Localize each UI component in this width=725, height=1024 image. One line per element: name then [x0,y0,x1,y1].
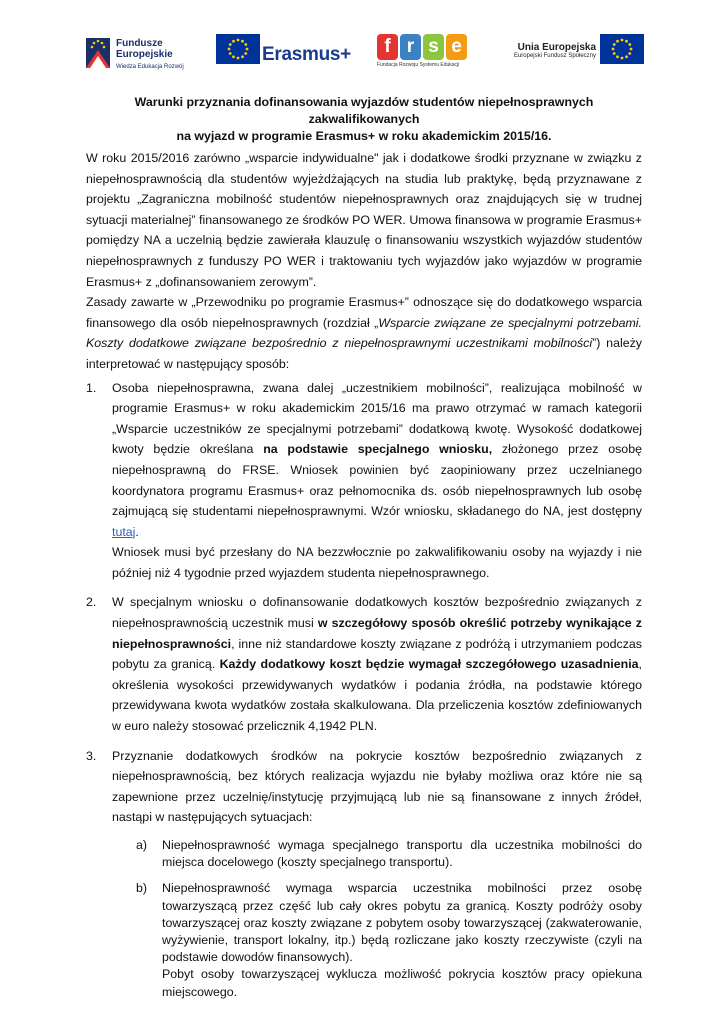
title-line1: Warunki przyznania dofinansowania wyjazdów studentów niepełnosprawnych zakwalifikowanych [134,95,594,126]
sub-item-letter: a) [136,838,148,852]
list-item-2 [86,592,642,736]
rules-paragraph [86,292,642,374]
sub-item-note: Pobyt osoby towarzyszącej wyklucza możliwość pokrycia kosztów pracy opiekuna miejscowego. [162,967,642,999]
frse-letter-s: s [423,34,444,60]
logo-header [86,34,646,78]
rules-italic-text: Wsparcie związane ze specjalnymi potrzebami. Koszty dodatkowe związane bezpośrednio z niepełnosprawnymi uczestnikami mobilności [86,315,642,351]
eu-flag-icon [600,34,644,64]
list-item-number: 2. [86,595,97,610]
title-line2: na wyjazd w programie Erasmus+ w roku akademickim 2015/16. [176,129,552,143]
intro-paragraph: W roku 2015/2016 zarówno „wsparcie indywidualne" jak i dodatkowe środki przyznane w związku z niepełnosprawnością dla studentów wyjeżdżających na studia lub praktykę, będą przyznawane z projektu „Zagraniczna mobilność studentów niepełnosprawnych oraz znajdujących się w trudnej sytuacji materialnej” finansowanego ze środków PO WER. Umowa finansowa w programie Erasmus+ pomiędzy NA a uczelnią będzie zawierała klauzulę o finansowaniu wszystkich wyjazdów studentów niepełnosprawnych z funduszy PO WER i traktowaniu tych wyjazdów jako wyjazdów w programie Erasmus+ z „dofinansowaniem zerowym”. [86,151,642,289]
list-item-note: Wniosek musi być przesłany do NA bezzwłocznie po zakwalifikowaniu osoby na wyjazdy i nie później niż 4 tygodnie przed wyjazdem studenta niepełnosprawnego. [112,545,642,580]
wniosek-link[interactable]: tutaj [112,524,136,539]
rules-text-before: Zasady zawarte w „Przewodniku po programie Erasmus+” odnoszące się do dodatkowego wsparcia finansowego dla osób niepełnosprawnych (rozdział „ [86,295,642,330]
item2-bold-b: Każdy dodatkowy koszt będzie wymagał szczegółowego uzasadnienia [219,657,639,672]
item2-bold-a: w szczegółowy sposób określić potrzeby wynikające z niepełnosprawności [112,616,642,651]
erasmus-plus-text: Erasmus+ [262,44,351,65]
document-body [86,148,642,1001]
fundusze-europejskie-mark-icon [86,34,112,70]
unia-europejska-logo [494,34,644,74]
sub-item-a [136,837,642,871]
list-item-number: 3. [86,748,97,763]
ue-logo-line2: Europejski Fundusz Społeczny [513,53,596,59]
sub-list [86,837,642,1001]
item2-text-a: W specjalnym wniosku o dofinansowanie dodatkowych kosztów bezpośrednio związanych z niepełnosprawnością uczestnik musi [112,595,642,631]
sub-item-b [136,880,642,1000]
eu-flag-icon [216,34,260,64]
frse-letter-e: e [446,34,467,60]
item2-text-c: , określenia wysokości przewidywanych wydatków i podania źródła, na podstawie którego przewidywana kwota wydatków została skalkulowana. Dla przeliczenia kosztów zdefiniowanych w euro należy stosować przelicznik 4,1942 PLN. [112,657,642,734]
list-item-text [112,592,642,736]
ue-logo-line1: Unia Europejska [517,42,596,53]
document-title [86,94,642,145]
frse-letter-r: r [400,34,421,60]
sub-item-text: Niepełnosprawność wymaga specjalnego transportu dla uczestnika mobilności do miejsca docelowego (koszty specjalnego transportu). [162,838,642,870]
list-item-number: 1. [86,380,97,395]
fe-logo-line3: Wiedza Edukacja Rozwój [116,64,184,70]
list-item-text: Przyznanie dodatkowych środków na pokrycie kosztów bezpośrednio związanych z niepełnosprawnością, bez których realizacja wyjazdu nie byłaby możliwa oraz które nie są zapewnione przez uczelnię/instytucję przyjmującą lub nie są finansowane z innych źródeł, nastąpi w następujących sytuacjach: [112,748,642,825]
erasmus-plus-logo [216,34,351,74]
item2-text-b: , inne niż standardowe koszty związane z podróżą i utrzymaniem podczas pobytu za granicą. [112,636,642,672]
fundusze-europejskie-logo [86,34,198,74]
list-item-1 [86,378,642,584]
fe-logo-line2: Europejskie [116,49,173,60]
frse-letter-f: f [377,34,398,60]
sub-item-text: Niepełnosprawność wymaga wsparcia uczestnika mobilności przez osobę towarzyszącą przez część lub cały okres pobytu za granicą. Koszty podróży osoby towarzyszącej oraz koszty związane z pobytem osoby towarzyszącej (zakwaterowanie, wyżywienie, transport lokalny, itp.) będą rozliczane jako koszty rzeczywiste (czyli na podstawie dowodów finansowych). [162,881,642,965]
rules-text-after: ”) należy interpretować w następujący sposób: [86,336,643,371]
list-item-3 [86,746,642,828]
item1-text-a: Osoba niepełnosprawna, zwana dalej „uczestnikiem mobilności”, realizująca mobilność w programie Erasmus+ w roku akademickim 2015/16 ma prawo otrzymać w ramach kategorii „Wsparcie uczestników ze specjalnymi potrzebami” dodatkową kwotę. Wysokość dodatkowej kwoty będzie określana [112,380,642,457]
fe-logo-line1: Fundusze [116,38,163,49]
sub-item-letter: b) [136,881,148,896]
frse-logo [377,34,475,74]
item1-bold-text: na podstawie specjalnego wniosku, [263,442,493,457]
list-item-text [112,378,642,543]
item1-text-b: złożonego przez osobę niepełnosprawną do FRSE. Wniosek powinien być zaopiniowany przez uczelnianego koordynatora programu Erasmus+ oraz pełnomocnika ds. osób niepełnosprawnych lub osobę zajmującą się studentami niepełnosprawnymi. Wzór wniosku, składanego do NA, jest dostępny [112,442,642,519]
frse-subtitle: Fundacja Rozwoju Systemu Edukacji [377,62,460,68]
item1-text-c: . [135,524,139,539]
